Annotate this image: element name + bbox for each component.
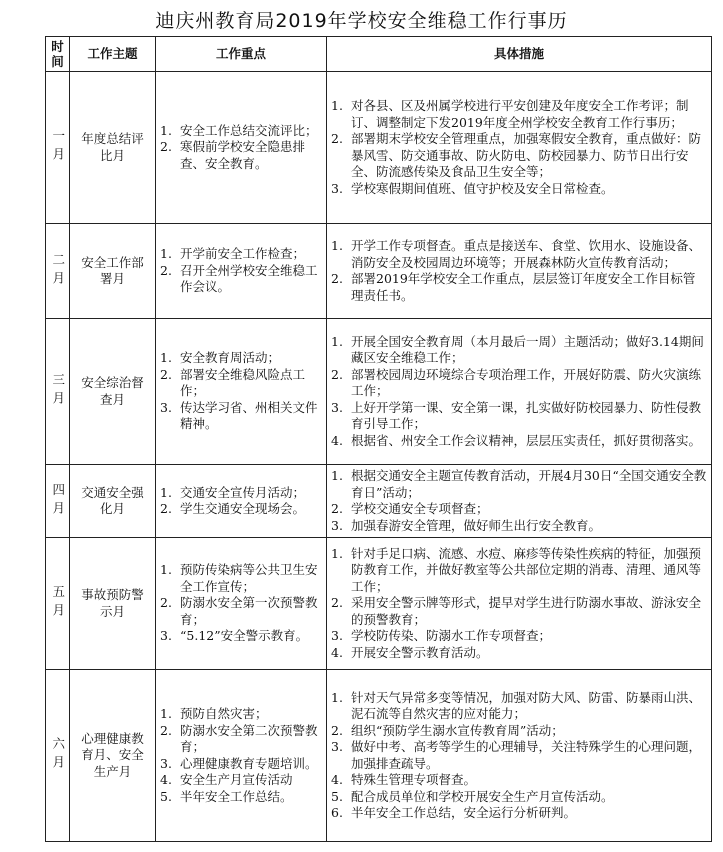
item-number: 1. xyxy=(331,333,343,349)
theme-cell: 安全工作部署月 xyxy=(70,224,156,319)
month-cell xyxy=(46,465,70,538)
item-text: 做好中考、高考等学生的心理辅导，关注特殊学生的心理问题，加强排查疏导。 xyxy=(351,739,702,771)
measures-cell xyxy=(327,72,712,224)
list-item xyxy=(331,131,707,181)
list-item xyxy=(160,628,322,645)
item-text: 开展安全警示教育活动。 xyxy=(351,644,489,660)
theme-cell: 安全综治督查月 xyxy=(70,319,156,465)
table-row xyxy=(46,465,712,538)
item-text: 部署安全维稳风险点工作； xyxy=(180,366,306,399)
focus-list xyxy=(160,485,322,518)
header-row xyxy=(46,37,712,72)
item-number: 3. xyxy=(160,755,172,771)
item-text: 部署校园周边环境综合专项治理工作，开展好防震、防火灾演练工作； xyxy=(351,366,702,399)
item-text: 安全教育周活动； xyxy=(180,350,281,366)
item-text: 开学前安全工作检查； xyxy=(180,246,306,262)
month-cell xyxy=(46,670,70,842)
focus-cell xyxy=(156,224,327,319)
header-focus: 工作重点 xyxy=(156,37,327,72)
item-number: 1. xyxy=(160,122,172,138)
item-text: 安全工作总结交流评比； xyxy=(180,122,318,138)
list-item xyxy=(331,772,707,789)
list-item xyxy=(160,772,322,789)
list-item xyxy=(160,789,322,806)
item-number: 1. xyxy=(160,562,172,578)
measures-list xyxy=(331,690,707,822)
item-number: 2. xyxy=(331,501,343,516)
item-text: 部署2019年学校安全工作重点，层层签订年度安全工作目标管理责任书。 xyxy=(351,271,696,303)
item-number: 2. xyxy=(331,271,343,286)
list-item xyxy=(160,595,322,628)
month-label: 四月 xyxy=(50,482,66,520)
list-item xyxy=(331,501,707,518)
list-item xyxy=(331,723,707,740)
item-text: 采用安全警示牌等形式，提早对学生进行防溺水事故、游泳安全的预警教育； xyxy=(351,595,702,627)
list-item xyxy=(160,501,322,518)
item-number: 2. xyxy=(160,139,172,155)
item-text: 传达学习省、州相关文件精神。 xyxy=(180,399,318,432)
measures-cell xyxy=(327,319,712,465)
focus-cell xyxy=(156,465,327,538)
measures-list xyxy=(331,468,707,534)
item-number: 1. xyxy=(331,98,343,113)
measures-cell xyxy=(327,465,712,538)
item-text: 安全生产月宣传活动 xyxy=(180,772,293,787)
item-text: 召开全州学校安全维稳工作会议。 xyxy=(180,262,318,295)
list-item xyxy=(331,433,707,450)
item-number: 1. xyxy=(331,689,343,705)
month-cell xyxy=(46,538,70,670)
month-label: 一月 xyxy=(50,129,66,166)
focus-list xyxy=(160,706,322,805)
list-item xyxy=(331,400,707,433)
measures-list xyxy=(331,238,707,304)
item-text: 交通安全宣传月活动； xyxy=(180,484,306,500)
header-measures: 具体措施 xyxy=(327,37,712,72)
item-text: 对各县、区及州属学校进行平安创建及年度安全工作考评；制订、调整制定下发2019年度全州学校安全教育工作行事历； xyxy=(351,98,689,130)
list-item xyxy=(331,546,707,596)
item-text: 根据省、州安全工作会议精神，层层压实责任，抓好贯彻落实。 xyxy=(351,432,702,448)
list-item xyxy=(331,690,707,723)
item-number: 3. xyxy=(331,517,343,533)
item-text: 防溺水安全第二次预警教育； xyxy=(180,722,318,754)
item-number: 1. xyxy=(160,350,172,366)
item-number: 4. xyxy=(160,772,172,787)
theme-cell: 年度总结评比月 xyxy=(70,72,156,224)
list-item xyxy=(160,400,322,433)
item-text: 半年安全工作总结。 xyxy=(180,788,293,804)
page-title: 迪庆州教育局2019年学校安全维稳工作行事历 xyxy=(155,10,568,32)
list-item xyxy=(331,645,707,662)
item-text: 上好开学第一课、安全第一课，扎实做好防校园暴力、防性侵教育引导工作； xyxy=(351,399,702,432)
item-text: 学校交通安全专项督查； xyxy=(351,501,489,516)
list-item xyxy=(331,628,707,645)
item-text: 根据交通安全主题宣传教育活动，开展4月30日“全国交通安全教育日”活动； xyxy=(351,468,707,500)
list-item xyxy=(160,367,322,400)
list-item xyxy=(160,723,322,756)
item-number: 5. xyxy=(160,788,172,804)
table-row xyxy=(46,224,712,319)
month-label: 三月 xyxy=(50,373,66,410)
list-item xyxy=(331,271,707,304)
header-theme: 工作主题 xyxy=(70,37,156,72)
list-item xyxy=(160,706,322,723)
list-item xyxy=(160,246,322,263)
list-item xyxy=(160,562,322,595)
item-number: 3. xyxy=(331,180,343,196)
item-text: 开展全国安全教育周（本月最后一周）主题活动；做好3.14期间藏区安全维稳工作； xyxy=(351,333,704,366)
item-text: 加强春游安全管理，做好师生出行安全教育。 xyxy=(351,517,602,533)
list-item xyxy=(160,123,322,140)
focus-list xyxy=(160,246,322,296)
item-number: 1. xyxy=(331,238,343,253)
focus-list xyxy=(160,350,322,433)
item-number: 2. xyxy=(160,501,172,516)
list-item xyxy=(331,181,707,198)
item-number: 2. xyxy=(331,131,343,146)
item-number: 5. xyxy=(331,788,343,804)
item-number: 3. xyxy=(331,739,343,754)
item-number: 3. xyxy=(331,399,343,415)
item-text: 防溺水安全第一次预警教育； xyxy=(180,595,318,627)
item-text: 学校寒假期间值班、值守护校及安全日常检查。 xyxy=(351,180,614,196)
item-text: 预防自然灾害； xyxy=(180,706,268,721)
schedule-table xyxy=(45,36,712,842)
table-row xyxy=(46,72,712,224)
list-item xyxy=(160,485,322,502)
item-number: 2. xyxy=(160,722,172,738)
list-item xyxy=(160,350,322,367)
item-text: 半年安全工作总结，安全运行分析研判。 xyxy=(351,805,577,820)
item-text: 针对天气异常多变等情况，加强对防大风、防雷、防暴雨山洪、泥石流等自然灾害的应对能力； xyxy=(351,689,702,721)
item-number: 1. xyxy=(160,246,172,262)
item-text: 预防传染病等公共卫生安全工作宣传； xyxy=(180,562,318,594)
item-text: 寒假前学校安全隐患排查、安全教育。 xyxy=(180,139,306,171)
month-label: 六月 xyxy=(50,737,66,774)
theme-cell: 事故预防警示月 xyxy=(70,538,156,670)
item-number: 4. xyxy=(331,644,343,660)
list-item xyxy=(331,367,707,400)
item-number: 2. xyxy=(160,366,172,382)
item-number: 6. xyxy=(331,805,343,820)
item-number: 1. xyxy=(160,484,172,500)
list-item xyxy=(331,334,707,367)
item-text: 针对手足口病、流感、水痘、麻疹等传染性疾病的特征，加强预防教育工作，并做好教室等公共部位定期的消毒、清理、通风等工作； xyxy=(351,545,702,594)
item-number: 3. xyxy=(331,628,343,644)
item-text: 开学工作专项督查。重点是接送车、食堂、饮用水、设施设备、消防安全及校园周边环境等；开展森林防火宣传教育活动； xyxy=(351,238,702,270)
measures-cell xyxy=(327,538,712,670)
theme-cell: 心理健康教育月、安全生产月 xyxy=(70,670,156,842)
item-number: 2. xyxy=(160,262,172,278)
measures-cell xyxy=(327,224,712,319)
item-text: 学生交通安全现场会。 xyxy=(180,501,306,516)
list-item xyxy=(160,263,322,296)
measures-list xyxy=(331,546,707,662)
item-number: 2. xyxy=(331,722,343,738)
item-number: 3. xyxy=(160,399,172,415)
item-text: 特殊生管理专项督查。 xyxy=(351,772,477,787)
table-row xyxy=(46,319,712,465)
month-label: 五月 xyxy=(50,585,66,622)
table-row xyxy=(46,670,712,842)
item-number: 2. xyxy=(160,595,172,611)
item-number: 1. xyxy=(331,545,343,561)
focus-cell xyxy=(156,670,327,842)
focus-cell xyxy=(156,538,327,670)
list-item xyxy=(331,98,707,131)
item-text: 部署期末学校安全管理重点，加强寒假安全教育，重点做好：防暴风雪、防交通事故、防火防电、防校园暴力、防节日出行安全、防流感传染及食品卫生安全等； xyxy=(351,131,702,179)
item-text: 心理健康教育专题培训。 xyxy=(180,755,318,771)
month-cell xyxy=(46,72,70,224)
list-item xyxy=(331,595,707,628)
list-item xyxy=(331,739,707,772)
item-text: 配合成员单位和学校开展安全生产月宣传活动。 xyxy=(351,788,614,804)
list-item xyxy=(331,789,707,806)
table-row xyxy=(46,538,712,670)
measures-list xyxy=(331,334,707,450)
item-text: 组织“预防学生溺水宣传教育周”活动； xyxy=(351,722,564,738)
list-item xyxy=(160,139,322,172)
month-label: 二月 xyxy=(50,252,66,290)
focus-list xyxy=(160,123,322,173)
focus-list xyxy=(160,562,322,645)
header-month: 时间 xyxy=(46,37,70,72)
list-item xyxy=(331,468,707,501)
item-number: 2. xyxy=(331,366,343,382)
item-number: 4. xyxy=(331,432,343,448)
item-number: 1. xyxy=(160,706,172,721)
item-number: 1. xyxy=(331,468,343,483)
measures-cell xyxy=(327,670,712,842)
list-item xyxy=(331,238,707,271)
list-item xyxy=(331,518,707,535)
month-cell xyxy=(46,319,70,465)
month-cell xyxy=(46,224,70,319)
focus-cell xyxy=(156,72,327,224)
theme-cell: 交通安全强化月 xyxy=(70,465,156,538)
item-number: 4. xyxy=(331,772,343,787)
item-text: 学校防传染、防溺水工作专项督查； xyxy=(351,628,552,644)
list-item xyxy=(160,756,322,773)
measures-list xyxy=(331,98,707,197)
item-number: 3. xyxy=(160,628,172,644)
item-text: “5.12”安全警示教育。 xyxy=(180,628,309,644)
item-number: 2. xyxy=(331,595,343,611)
list-item xyxy=(331,805,707,822)
focus-cell xyxy=(156,319,327,465)
